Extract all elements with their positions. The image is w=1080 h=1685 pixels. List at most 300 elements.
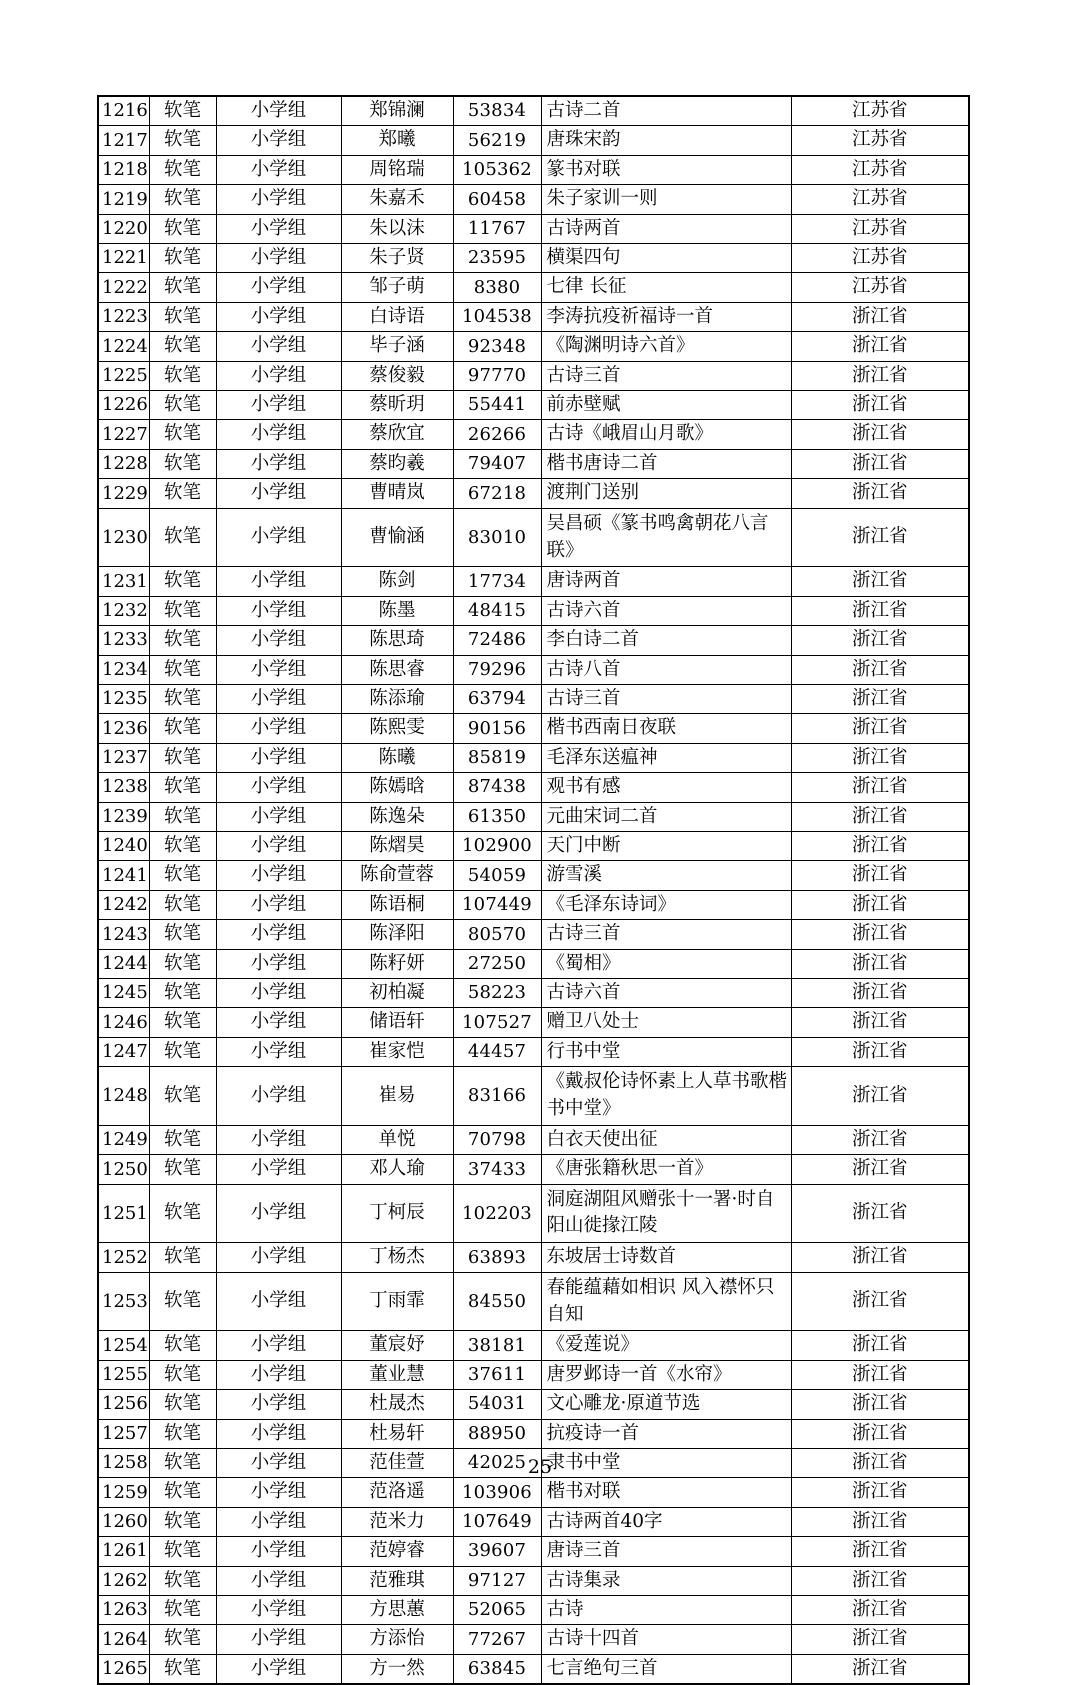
table-row [98,1272,969,1331]
table-row [98,1243,969,1272]
cell-category: 软笔 [149,949,216,978]
table-row [98,479,969,508]
cell-code: 92348 [453,332,541,361]
cell-code: 8380 [453,273,541,302]
table-row [98,1184,969,1243]
cell-work: 李涛抗疫祈福诗一首 [541,302,791,331]
cell-sequence: 1237 [98,743,149,772]
cell-category: 软笔 [149,1654,216,1684]
cell-work: 春能蕴藉如相识 风入襟怀只自知 [541,1272,791,1331]
cell-province: 浙江省 [791,831,969,860]
cell-province: 浙江省 [791,1537,969,1566]
cell-group: 小学组 [216,508,341,567]
cell-sequence: 1241 [98,861,149,890]
table-row [98,743,969,772]
cell-sequence: 1224 [98,332,149,361]
cell-name: 朱以沫 [341,214,453,243]
table-row [98,185,969,214]
table-row [98,1155,969,1184]
table-row [98,1537,969,1566]
cell-group: 小学组 [216,1331,341,1360]
cell-province: 浙江省 [791,890,969,919]
cell-code: 107527 [453,1008,541,1037]
cell-province: 江苏省 [791,273,969,302]
cell-code: 88950 [453,1419,541,1448]
cell-work: 古诗三首 [541,920,791,949]
cell-group: 小学组 [216,449,341,478]
cell-work: 古诗六首 [541,979,791,1008]
cell-work: 古诗八首 [541,655,791,684]
cell-name: 郑曦 [341,126,453,155]
table-row [98,420,969,449]
cell-name: 丁杨杰 [341,1243,453,1272]
cell-province: 浙江省 [791,802,969,831]
cell-group: 小学组 [216,155,341,184]
cell-name: 崔易 [341,1067,453,1126]
cell-province: 浙江省 [791,1243,969,1272]
cell-code: 39607 [453,1537,541,1566]
cell-sequence: 1244 [98,949,149,978]
cell-group: 小学组 [216,1390,341,1419]
cell-category: 软笔 [149,1155,216,1184]
cell-code: 42025 [453,1448,541,1477]
cell-group: 小学组 [216,949,341,978]
cell-group: 小学组 [216,626,341,655]
cell-category: 软笔 [149,1537,216,1566]
cell-work: 楷书西南日夜联 [541,714,791,743]
table-row [98,890,969,919]
cell-name: 朱嘉禾 [341,185,453,214]
cell-work: 唐诗两首 [541,567,791,596]
cell-code: 102203 [453,1184,541,1243]
cell-code: 83010 [453,508,541,567]
cell-sequence: 1265 [98,1654,149,1684]
table-row [98,1654,969,1684]
cell-work: 前赤壁赋 [541,391,791,420]
cell-work: 天门中断 [541,831,791,860]
cell-group: 小学组 [216,890,341,919]
cell-sequence: 1263 [98,1595,149,1624]
cell-code: 37433 [453,1155,541,1184]
cell-code: 83166 [453,1067,541,1126]
cell-work: 古诗十四首 [541,1625,791,1654]
cell-province: 浙江省 [791,1272,969,1331]
cell-group: 小学组 [216,1155,341,1184]
cell-category: 软笔 [149,273,216,302]
cell-group: 小学组 [216,391,341,420]
cell-work: 抗疫诗一首 [541,1419,791,1448]
cell-province: 浙江省 [791,1067,969,1126]
cell-code: 38181 [453,1331,541,1360]
cell-work: 唐珠宋韵 [541,126,791,155]
cell-sequence: 1223 [98,302,149,331]
table-row [98,1360,969,1389]
cell-category: 软笔 [149,1625,216,1654]
cell-code: 72486 [453,626,541,655]
cell-category: 软笔 [149,1390,216,1419]
cell-name: 丁柯辰 [341,1184,453,1243]
cell-group: 小学组 [216,1067,341,1126]
cell-group: 小学组 [216,1478,341,1507]
cell-category: 软笔 [149,302,216,331]
cell-group: 小学组 [216,655,341,684]
cell-sequence: 1261 [98,1537,149,1566]
cell-work: 吴昌硕《篆书鸣禽朝花八言联》 [541,508,791,567]
cell-group: 小学组 [216,1008,341,1037]
cell-code: 79407 [453,449,541,478]
cell-province: 浙江省 [791,596,969,625]
cell-sequence: 1254 [98,1331,149,1360]
cell-province: 浙江省 [791,420,969,449]
cell-category: 软笔 [149,214,216,243]
cell-work: 毛泽东送瘟神 [541,743,791,772]
cell-category: 软笔 [149,1243,216,1272]
cell-province: 浙江省 [791,1478,969,1507]
cell-group: 小学组 [216,332,341,361]
cell-category: 软笔 [149,979,216,1008]
cell-province: 浙江省 [791,655,969,684]
cell-province: 浙江省 [791,1037,969,1066]
cell-work: 文心雕龙·原道节选 [541,1390,791,1419]
cell-sequence: 1239 [98,802,149,831]
table-row [98,802,969,831]
cell-name: 单悦 [341,1125,453,1154]
cell-group: 小学组 [216,1184,341,1243]
cell-category: 软笔 [149,391,216,420]
cell-code: 105362 [453,155,541,184]
cell-name: 陈籽妍 [341,949,453,978]
cell-group: 小学组 [216,1625,341,1654]
cell-category: 软笔 [149,1067,216,1126]
cell-sequence: 1236 [98,714,149,743]
cell-category: 软笔 [149,479,216,508]
table-row [98,1008,969,1037]
cell-group: 小学组 [216,1448,341,1477]
cell-group: 小学组 [216,361,341,390]
cell-name: 范米力 [341,1507,453,1536]
cell-category: 软笔 [149,126,216,155]
cell-group: 小学组 [216,420,341,449]
cell-work: 古诗三首 [541,361,791,390]
table-row [98,1625,969,1654]
cell-name: 陈思琦 [341,626,453,655]
cell-sequence: 1233 [98,626,149,655]
cell-name: 初柏凝 [341,979,453,1008]
cell-group: 小学组 [216,773,341,802]
cell-group: 小学组 [216,96,341,126]
cell-sequence: 1234 [98,655,149,684]
cell-category: 软笔 [149,244,216,273]
cell-name: 周铭瑞 [341,155,453,184]
cell-name: 董宸妤 [341,1331,453,1360]
cell-work: 《蜀相》 [541,949,791,978]
cell-category: 软笔 [149,1478,216,1507]
table-row [98,567,969,596]
cell-work: 《毛泽东诗词》 [541,890,791,919]
cell-category: 软笔 [149,890,216,919]
cell-sequence: 1262 [98,1566,149,1595]
cell-sequence: 1249 [98,1125,149,1154]
cell-sequence: 1232 [98,596,149,625]
cell-province: 浙江省 [791,1566,969,1595]
table-row [98,1595,969,1624]
cell-sequence: 1250 [98,1155,149,1184]
cell-province: 浙江省 [791,1125,969,1154]
cell-name: 方添怡 [341,1625,453,1654]
table-row [98,96,969,126]
cell-category: 软笔 [149,1331,216,1360]
cell-province: 江苏省 [791,126,969,155]
cell-work: 《戴叔伦诗怀素上人草书歌楷书中堂》 [541,1067,791,1126]
table-row [98,596,969,625]
cell-sequence: 1229 [98,479,149,508]
cell-name: 杜易轩 [341,1419,453,1448]
cell-name: 范佳萱 [341,1448,453,1477]
cell-code: 63845 [453,1654,541,1684]
cell-province: 浙江省 [791,1360,969,1389]
cell-province: 浙江省 [791,626,969,655]
cell-sequence: 1240 [98,831,149,860]
cell-category: 软笔 [149,449,216,478]
cell-code: 97127 [453,1566,541,1595]
cell-name: 陈思睿 [341,655,453,684]
cell-category: 软笔 [149,1595,216,1624]
cell-work: 东坡居士诗数首 [541,1243,791,1272]
cell-sequence: 1255 [98,1360,149,1389]
cell-province: 浙江省 [791,1507,969,1536]
table-row [98,684,969,713]
cell-name: 方思蕙 [341,1595,453,1624]
cell-category: 软笔 [149,1008,216,1037]
cell-category: 软笔 [149,920,216,949]
cell-sequence: 1246 [98,1008,149,1037]
cell-name: 陈嫣晗 [341,773,453,802]
cell-sequence: 1238 [98,773,149,802]
cell-work: 赠卫八处士 [541,1008,791,1037]
cell-category: 软笔 [149,185,216,214]
cell-category: 软笔 [149,596,216,625]
cell-name: 方一然 [341,1654,453,1684]
table-row [98,1067,969,1126]
cell-work: 七言绝句三首 [541,1654,791,1684]
cell-province: 江苏省 [791,244,969,273]
cell-work: 朱子家训一则 [541,185,791,214]
cell-category: 软笔 [149,773,216,802]
cell-province: 浙江省 [791,567,969,596]
table-row [98,1507,969,1536]
cell-work: 古诗三首 [541,684,791,713]
cell-category: 软笔 [149,684,216,713]
cell-province: 浙江省 [791,1155,969,1184]
cell-sequence: 1253 [98,1272,149,1331]
cell-name: 陈剑 [341,567,453,596]
cell-category: 软笔 [149,1037,216,1066]
cell-code: 54031 [453,1390,541,1419]
table-row [98,714,969,743]
cell-category: 软笔 [149,1566,216,1595]
cell-code: 67218 [453,479,541,508]
cell-group: 小学组 [216,596,341,625]
cell-group: 小学组 [216,1037,341,1066]
cell-work: 篆书对联 [541,155,791,184]
cell-name: 郑锦澜 [341,96,453,126]
cell-province: 江苏省 [791,96,969,126]
cell-sequence: 1221 [98,244,149,273]
cell-sequence: 1217 [98,126,149,155]
cell-category: 软笔 [149,332,216,361]
cell-sequence: 1231 [98,567,149,596]
table-row [98,626,969,655]
cell-sequence: 1242 [98,890,149,919]
cell-name: 陈泽阳 [341,920,453,949]
cell-code: 26266 [453,420,541,449]
cell-sequence: 1220 [98,214,149,243]
cell-group: 小学组 [216,802,341,831]
cell-category: 软笔 [149,567,216,596]
cell-code: 85819 [453,743,541,772]
cell-group: 小学组 [216,979,341,1008]
table-body [98,96,969,1684]
cell-province: 浙江省 [791,1419,969,1448]
cell-sequence: 1216 [98,96,149,126]
table-row [98,1037,969,1066]
cell-category: 软笔 [149,1360,216,1389]
cell-sequence: 1222 [98,273,149,302]
cell-category: 软笔 [149,1448,216,1477]
cell-category: 软笔 [149,861,216,890]
table-row [98,920,969,949]
cell-province: 浙江省 [791,920,969,949]
cell-code: 104538 [453,302,541,331]
cell-code: 61350 [453,802,541,831]
table-row [98,155,969,184]
cell-province: 浙江省 [791,449,969,478]
cell-province: 浙江省 [791,1331,969,1360]
cell-work: 《爱莲说》 [541,1331,791,1360]
cell-province: 浙江省 [791,1625,969,1654]
cell-sequence: 1247 [98,1037,149,1066]
cell-group: 小学组 [216,214,341,243]
cell-name: 陈逸朵 [341,802,453,831]
cell-name: 邓人瑜 [341,1155,453,1184]
table-row [98,126,969,155]
cell-sequence: 1219 [98,185,149,214]
table-row [98,655,969,684]
cell-sequence: 1228 [98,449,149,478]
cell-sequence: 1256 [98,1390,149,1419]
cell-name: 范婷睿 [341,1537,453,1566]
cell-group: 小学组 [216,1243,341,1272]
cell-code: 70798 [453,1125,541,1154]
cell-work: 元曲宋词二首 [541,802,791,831]
cell-work: 渡荆门送别 [541,479,791,508]
cell-name: 陈语桐 [341,890,453,919]
cell-sequence: 1251 [98,1184,149,1243]
cell-code: 90156 [453,714,541,743]
page-number: 25 [527,1456,553,1478]
cell-name: 崔家恺 [341,1037,453,1066]
cell-province: 浙江省 [791,1008,969,1037]
cell-code: 63893 [453,1243,541,1272]
cell-category: 软笔 [149,1125,216,1154]
cell-work: 隶书中堂 [541,1448,791,1477]
cell-work: 李白诗二首 [541,626,791,655]
cell-category: 软笔 [149,96,216,126]
cell-province: 浙江省 [791,361,969,390]
table-row [98,361,969,390]
cell-code: 37611 [453,1360,541,1389]
table-row [98,1390,969,1419]
cell-work: 横渠四句 [541,244,791,273]
cell-province: 浙江省 [791,332,969,361]
cell-sequence: 1227 [98,420,149,449]
calligraphy-entries-table [97,95,970,1685]
cell-code: 52065 [453,1595,541,1624]
table-row [98,773,969,802]
cell-code: 63794 [453,684,541,713]
table-row [98,273,969,302]
cell-name: 陈熠昊 [341,831,453,860]
cell-code: 79296 [453,655,541,684]
cell-province: 浙江省 [791,773,969,802]
cell-code: 56219 [453,126,541,155]
cell-code: 107449 [453,890,541,919]
cell-province: 浙江省 [791,714,969,743]
cell-code: 11767 [453,214,541,243]
cell-province: 浙江省 [791,861,969,890]
cell-group: 小学组 [216,714,341,743]
table-row [98,302,969,331]
cell-group: 小学组 [216,920,341,949]
cell-group: 小学组 [216,479,341,508]
cell-name: 范雅琪 [341,1566,453,1595]
cell-name: 陈曦 [341,743,453,772]
cell-group: 小学组 [216,1537,341,1566]
table-row [98,949,969,978]
cell-work: 七律 长征 [541,273,791,302]
table-row [98,1566,969,1595]
cell-name: 蔡欣宜 [341,420,453,449]
cell-name: 陈墨 [341,596,453,625]
table-row [98,508,969,567]
cell-sequence: 1218 [98,155,149,184]
cell-category: 软笔 [149,831,216,860]
cell-province: 浙江省 [791,508,969,567]
cell-work: 《唐张籍秋思一首》 [541,1155,791,1184]
cell-group: 小学组 [216,244,341,273]
table-row [98,214,969,243]
cell-province: 浙江省 [791,1654,969,1684]
cell-work: 古诗六首 [541,596,791,625]
cell-work: 游雪溪 [541,861,791,890]
cell-sequence: 1248 [98,1067,149,1126]
table-row [98,861,969,890]
cell-work: 古诗二首 [541,96,791,126]
table-row [98,449,969,478]
cell-group: 小学组 [216,684,341,713]
cell-code: 80570 [453,920,541,949]
cell-group: 小学组 [216,1566,341,1595]
table-row [98,979,969,1008]
cell-province: 浙江省 [791,1390,969,1419]
cell-group: 小学组 [216,861,341,890]
cell-name: 陈俞萱蓉 [341,861,453,890]
cell-sequence: 1264 [98,1625,149,1654]
table-row [98,1331,969,1360]
cell-sequence: 1252 [98,1243,149,1272]
cell-name: 董业慧 [341,1360,453,1389]
cell-name: 曹愉涵 [341,508,453,567]
